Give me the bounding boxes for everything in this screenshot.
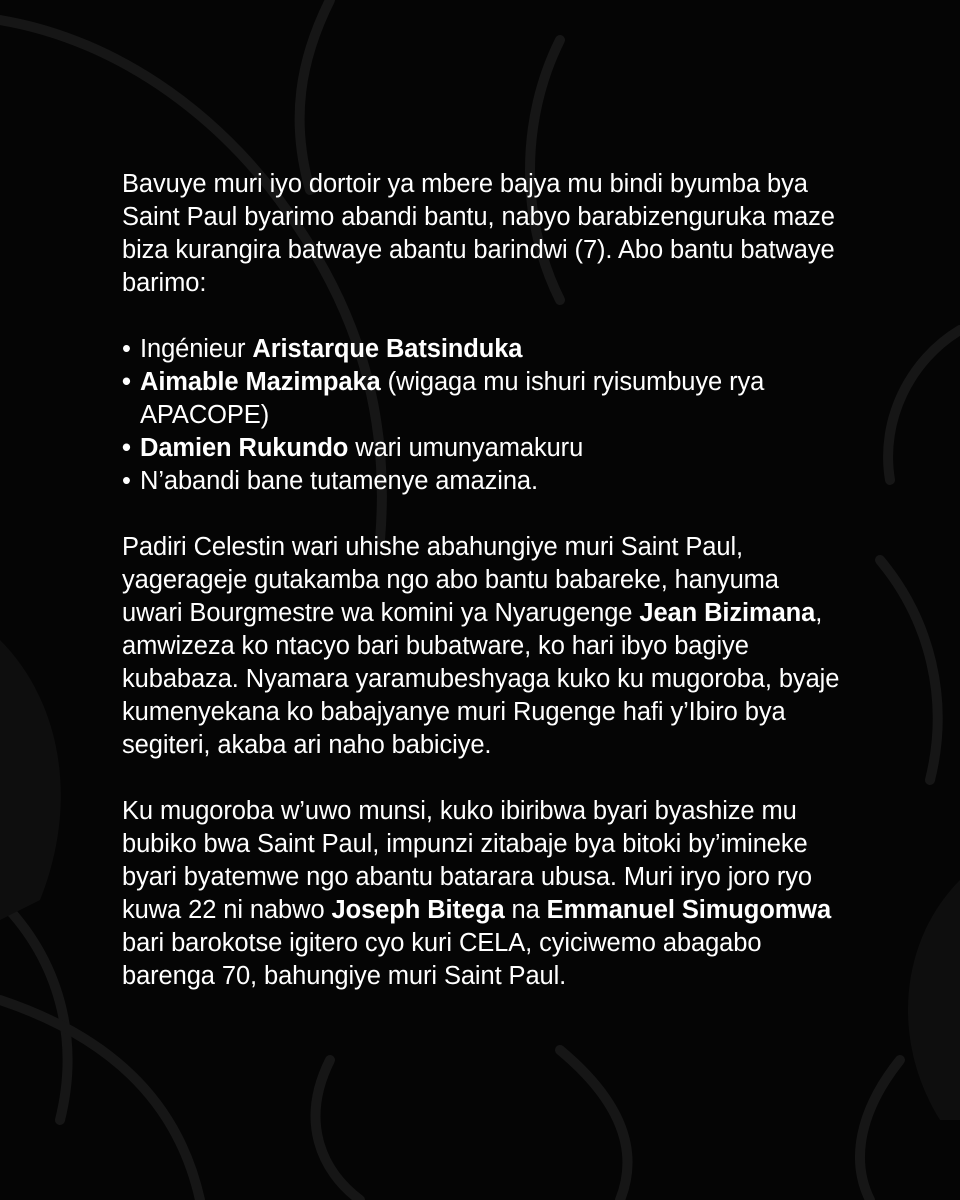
list-item: [122, 366, 842, 432]
paragraph-evening: [122, 795, 842, 993]
paragraph-intro: Bavuye muri iyo dortoir ya mbere bajya mu bindi byumba bya Saint Paul byarimo abandi bantu, nabyo barabizenguruka maze biza kurangira batwaye abantu barindwi (7). Abo bantu batwaye barimo:: [122, 170, 835, 297]
article-body: [122, 168, 842, 1026]
bullet-marker: •: [122, 434, 131, 462]
bold-name: Emmanuel Simugomwa: [546, 896, 832, 924]
bullet-marker: •: [122, 467, 131, 495]
list-item: [122, 465, 842, 498]
bold-name: Joseph Bitega: [331, 896, 505, 924]
list-item-suffix: (wigaga mu ishuri ryisumbuye rya APACOPE): [140, 368, 765, 429]
paragraph-padiri-celestin: [122, 531, 842, 762]
bold-name: Jean Bizimana: [639, 599, 816, 627]
bullet-marker: •: [122, 335, 131, 363]
list-item-prefix: Ingénieur: [140, 335, 253, 363]
list-item-suffix: wari umunyamakuru: [348, 434, 584, 462]
list-item: [122, 333, 842, 366]
paragraph-text: Padiri Celestin wari uhishe abahungiye muri Saint Paul, yagerageje gutakamba ngo abo bantu babareke, hanyuma uwari Bourgmestre wa komini ya Nyarugenge: [122, 533, 779, 627]
list-item-prefix: N’abandi bane tutamenye amazina.: [140, 467, 538, 495]
list-item: [122, 432, 842, 465]
victims-list: [122, 333, 842, 498]
list-item-name: Aimable Mazimpaka: [140, 368, 381, 396]
paragraph-text: bari barokotse igitero cyo kuri CELA, cyiciwemo abagabo barenga 70, bahungiye muri Saint Paul.: [122, 929, 762, 990]
bullet-marker: •: [122, 368, 131, 396]
list-item-name: Damien Rukundo: [140, 434, 349, 462]
paragraph-text: Ku mugoroba w’uwo munsi, kuko ibiribwa byari byashize mu bubiko bwa Saint Paul, impunzi zitabaje bya bitoki by’imineke byari byatemwe ngo abantu batarara ubusa. Muri iryo joro ryo kuwa 22 ni nabwo: [122, 797, 812, 924]
list-item-name: Aristarque Batsinduka: [252, 335, 523, 363]
paragraph-text: na: [504, 896, 547, 924]
paragraph-text: , amwizeza ko ntacyo bari bubatware, ko hari ibyo bagiye kubabaza. Nyamara yaramubeshyaga kuko ku mugoroba, byaje kumenyekana ko babajyanye muri Rugenge hafi y’Ibiro bya segiteri, akaba ari naho babiciye.: [122, 599, 840, 759]
